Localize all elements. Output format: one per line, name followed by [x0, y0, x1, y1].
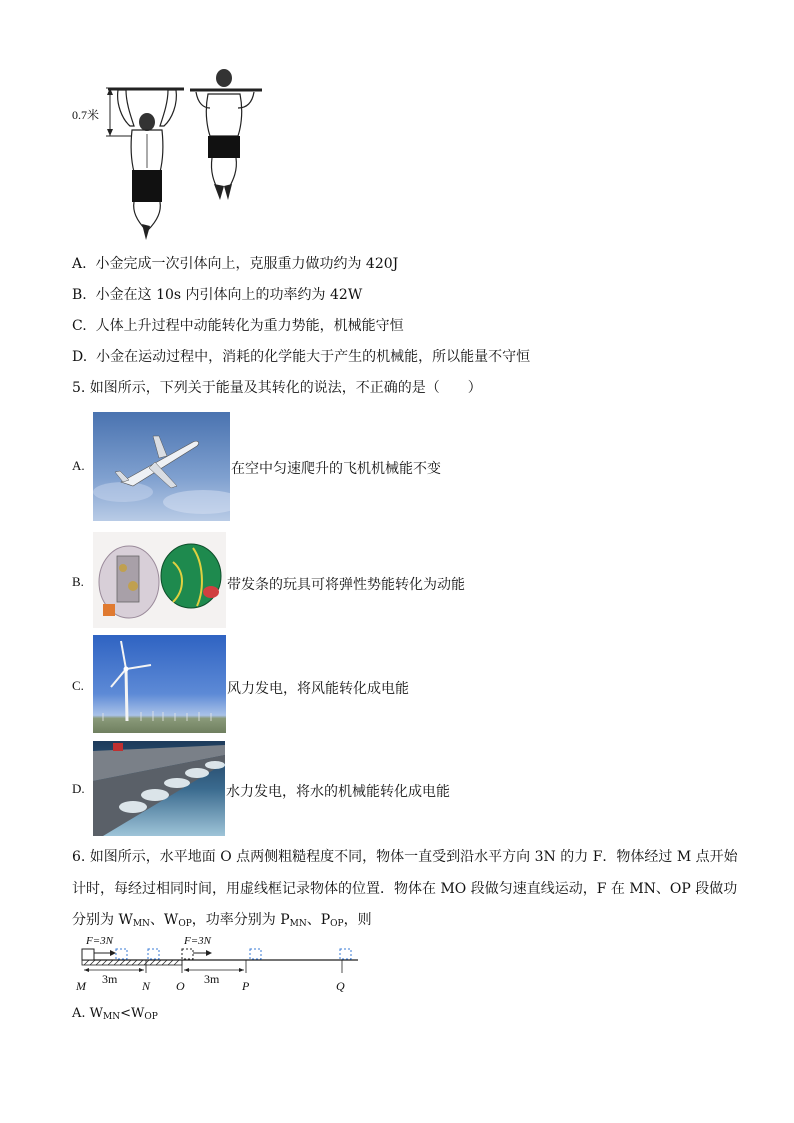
- distance-label-1: 3m: [102, 972, 118, 986]
- point-label-m: M: [76, 979, 86, 993]
- q5-option-b-label[interactable]: B.: [72, 574, 84, 589]
- point-label-p: P: [242, 979, 250, 993]
- option-label: B.: [72, 287, 87, 303]
- pullup-figure: [72, 64, 272, 244]
- point-label-o: O: [176, 979, 185, 993]
- option-text: A. W: [72, 1006, 104, 1021]
- stem-text: 、W: [149, 912, 179, 928]
- pullup-illustration: [72, 64, 272, 244]
- stem-text: 分别为 W: [72, 912, 133, 928]
- wind-turbine-photo: [93, 635, 226, 733]
- q5-option-b-text: 带发条的玩具可将弹性势能转化为动能: [227, 577, 465, 593]
- subscript-op: OP: [330, 919, 344, 929]
- windup-toy-photo: [93, 532, 226, 628]
- stem-text: ，则: [343, 912, 372, 928]
- q5-option-d-text: 水力发电，将水的机械能转化成电能: [226, 784, 450, 800]
- q5-option-c-label[interactable]: C.: [72, 678, 84, 693]
- subscript-mn: MN: [132, 919, 150, 929]
- q4-option-a[interactable]: [72, 255, 398, 273]
- q5-option-c-text: 风力发电，将风能转化成电能: [227, 681, 409, 697]
- subscript-op: OP: [178, 919, 192, 929]
- stem-text: 、P: [306, 912, 331, 928]
- subscript-op: OP: [144, 1012, 158, 1022]
- force-label-2: F=3N: [184, 935, 211, 947]
- q6-stem-line-3: [72, 911, 372, 933]
- distance-label-2: 3m: [204, 972, 220, 986]
- option-text: 小金在这 10s 内引体向上的功率约为 42W: [95, 287, 363, 303]
- point-label-q: Q: [336, 979, 345, 993]
- q5-option-a-text: 在空中匀速爬升的飞机机械能不变: [231, 461, 441, 477]
- subscript-mn: MN: [289, 919, 307, 929]
- stem-text: ，功率分别为 P: [191, 912, 290, 928]
- q4-option-b[interactable]: [72, 286, 362, 304]
- motion-diagram: [72, 933, 372, 997]
- option-label: C.: [72, 318, 87, 334]
- option-text: <W: [120, 1006, 145, 1021]
- option-text: 小金完成一次引体向上，克服重力做功约为 420J: [95, 256, 399, 272]
- point-label-n: N: [142, 979, 151, 993]
- option-text: 人体上升过程中动能转化为重力势能，机械能守恒: [95, 318, 404, 334]
- q5-option-a-label[interactable]: A.: [72, 458, 85, 473]
- q5-option-d-label[interactable]: D.: [72, 781, 85, 796]
- q4-option-c[interactable]: [72, 317, 404, 335]
- airplane-photo: [93, 412, 230, 521]
- q6-stem-line-1: 6. 如图所示，水平地面 O 点两侧粗糙程度不同，物体一直受到沿水平方向 3N 的力 F．物体经过 M 点开始: [72, 849, 738, 865]
- q4-option-d[interactable]: [72, 348, 530, 366]
- q6-option-a[interactable]: [72, 1005, 158, 1026]
- q6-stem-line-2: 计时，每经过相同时间，用虚线框记录物体的位置．物体在 MO 段做匀速直线运动，F 在 MN、OP 段做功: [72, 881, 738, 897]
- q5-stem: 5. 如图所示，下列关于能量及其转化的说法，不正确的是（ ）: [72, 380, 482, 396]
- force-label-1: F=3N: [86, 935, 113, 947]
- option-label: D.: [72, 349, 88, 365]
- option-label: A.: [72, 256, 87, 272]
- subscript-mn: MN: [103, 1012, 121, 1022]
- hydropower-dam-photo: [93, 741, 225, 836]
- option-text: 小金在运动过程中，消耗的化学能大于产生的机械能，所以能量不守恒: [96, 349, 531, 365]
- height-label: 0.7米: [72, 108, 100, 122]
